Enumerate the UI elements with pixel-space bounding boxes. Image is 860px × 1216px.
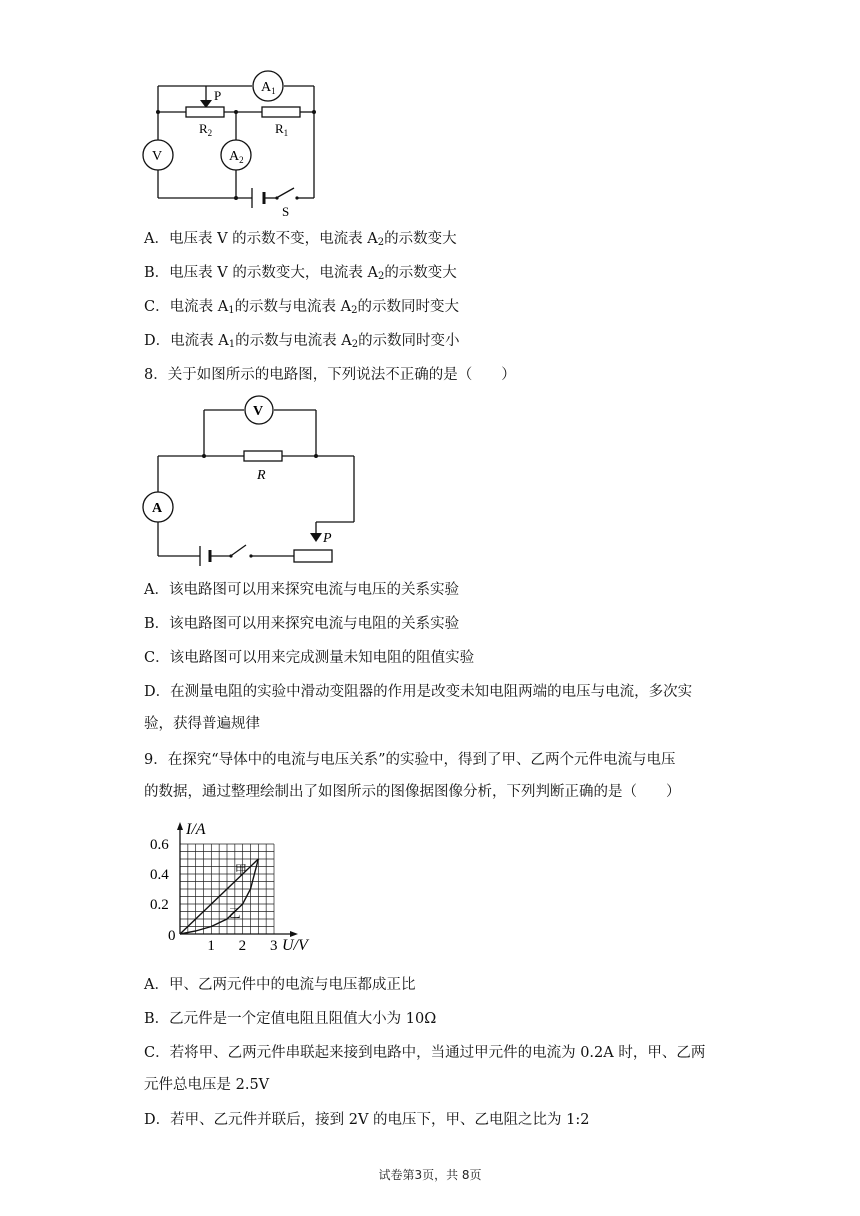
- q7-option-b: B．电压表 V 的示数变大，电流表 $A_2$的示数变大: [144, 265, 457, 282]
- rheostat: [294, 550, 332, 562]
- q8-circuit-figure: [140, 392, 370, 568]
- resistor-r1: [262, 107, 300, 117]
- svg-text:P: P: [323, 531, 332, 546]
- q9-iu-chart: [140, 814, 340, 958]
- series-label-jia: 甲: [234, 863, 247, 877]
- q8-option-b: B．该电路图可以用来探究电流与电阻的关系实验: [144, 616, 460, 632]
- svg-text:A1: $A_1$: [261, 80, 276, 96]
- q8-option-d: D．在测量电阻的实验中滑动变阻器的作用是改变未知电阻两端的电压与电流，多次实: [144, 684, 693, 700]
- y-axis-arrow: [177, 822, 183, 830]
- q9-option-d: D．若甲、乙元件并联后，接到 2V 的电压下，甲、乙电阻之比为 1:2: [144, 1112, 590, 1128]
- svg-text:R2: $R_2$: [199, 121, 213, 138]
- resistor-r2: [186, 107, 224, 117]
- origin-label: 0: [168, 928, 176, 944]
- q9-option-c: C．若将甲、乙两元件串联起来接到电路中，当通过甲元件的电流为 0.2A 时，甲、乙两: [144, 1045, 706, 1061]
- y-tick-label: 0.4: [150, 867, 169, 883]
- series-label-yi: 乙: [228, 906, 241, 921]
- q8-option-a: A．该电路图可以用来探究电流与电压的关系实验: [144, 582, 459, 598]
- q8-option-c: C．该电路图可以用来完成测量未知电阻的阻值实验: [144, 650, 475, 666]
- y-tick-label: 0.2: [150, 897, 169, 913]
- q9-option-b: B．乙元件是一个定值电阻且阻值大小为 10Ω: [144, 1011, 437, 1027]
- svg-text:A2: $A_2$: [229, 149, 244, 165]
- x-tick-label: 3: [270, 938, 278, 954]
- resistor-r: [244, 451, 282, 461]
- q7-option-a: A．电压表 V 的示数不变，电流表 $A_2$的示数变大: [144, 231, 457, 248]
- x-axis-label: U/V: [282, 937, 308, 954]
- q8-stem: 8．关于如图所示的电路图，下列说法不正确的是（ ）: [144, 367, 516, 383]
- q7-option-d: D．电流表 $A_1$的示数与电流表 $A_2$的示数同时变小: [144, 333, 460, 350]
- q7-circuit-figure: [140, 66, 330, 222]
- svg-text:R1: $R_1$: [275, 121, 289, 138]
- x-tick-label: 1: [207, 938, 215, 954]
- q9-option-c-cont: 元件总电压是 2.5V: [144, 1077, 270, 1093]
- svg-text:V: V: [253, 404, 264, 419]
- q9-option-a: A．甲、乙两元件中的电流与电压都成正比: [144, 977, 416, 993]
- q8-option-d-cont: 验，获得普遍规律: [144, 716, 260, 732]
- svg-text:R: R: [257, 468, 266, 483]
- q9-stem-line2: 的数据，通过整理绘制出了如图所示的图像据图像分析，下列判断正确的是（ ）: [144, 784, 681, 800]
- y-axis-label: I/A: [186, 821, 206, 838]
- q9-stem-line1: 9．在探究“导体中的电流与电压关系”的实验中，得到了甲、乙两个元件电流与电压: [144, 752, 676, 768]
- page-footer: 试卷第3页，共 8页: [378, 1168, 482, 1182]
- svg-text:P: P: [214, 88, 222, 103]
- q7-option-c: C．电流表 $A_1$的示数与电流表 $A_2$的示数同时变大: [144, 299, 460, 316]
- x-tick-label: 2: [238, 938, 247, 954]
- y-tick-label: 0.6: [150, 837, 169, 853]
- svg-text:V: V: [152, 149, 163, 164]
- svg-text:A: A: [152, 501, 163, 516]
- svg-text:S: S: [282, 204, 290, 219]
